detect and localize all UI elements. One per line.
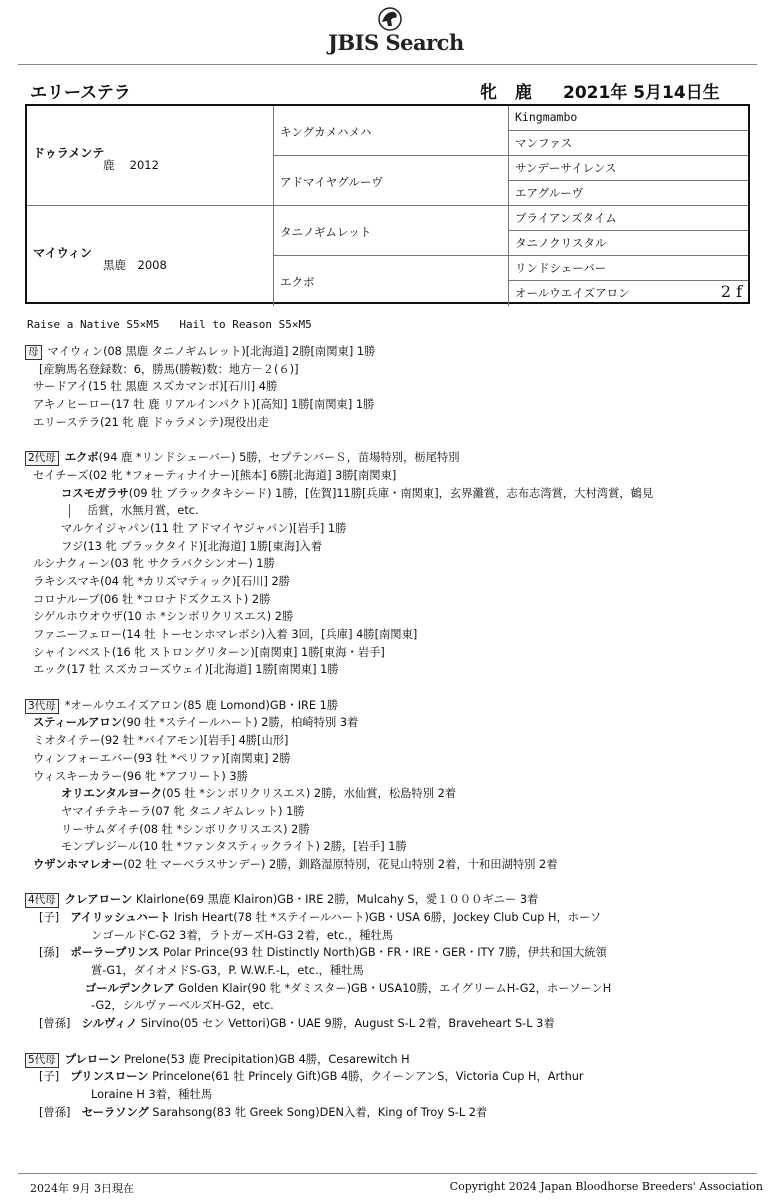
pedigree-g3-cell-last: [509, 281, 748, 306]
footer-copyright: Copyright 2024 Japan Bloodhorse Breeders' Association: [449, 1180, 763, 1193]
family-text: コロナループ(06 牡 *コロナドズクエスト) 2勝: [33, 592, 271, 606]
horse-link[interactable]: クレアローン: [64, 893, 133, 907]
family-text: [孫]: [39, 946, 71, 960]
spacer: [25, 679, 755, 697]
family-text: ヤマイチテキーラ(07 牝 タニノギムレット) 1勝: [61, 804, 305, 818]
family-line: [25, 714, 755, 732]
family-line: [25, 1104, 755, 1122]
family-text: Jockey Club Cup H，ホーソ: [453, 911, 602, 924]
horse-link[interactable]: ポーラープリンス: [70, 946, 160, 960]
pedigree-g3-name[interactable]: オールウエイズアロン: [515, 286, 630, 300]
family-line: [25, 962, 755, 980]
pedigree-g3-cell[interactable]: サンデーサイレンス: [509, 156, 748, 181]
family-line: [25, 768, 755, 786]
family-text: Irish Heart(78 牡 *ステイールハート)GB・USA 6勝，: [170, 911, 454, 924]
generation-tag: 3代母: [25, 699, 59, 714]
family-line: [25, 502, 755, 520]
family-text: Prelone(53 鹿 Precipitation)GB 4勝，Cesarewitch H: [120, 1052, 410, 1066]
pedigree-table: [25, 104, 750, 304]
family-text: シャインベスト(16 牝 ストロングリターン)[南関東] 1勝[東海・岩手]: [33, 645, 385, 659]
top-divider: [18, 64, 757, 65]
horse-logo-icon: [376, 6, 404, 32]
family-text: [産駒馬名登録数：6，勝馬(勝鞍)数：地方－２(６)]: [39, 362, 299, 376]
horse-link[interactable]: エクボ: [64, 451, 99, 465]
family-text: ミオタイテー(92 牡 *バイアモン)[岩手] 4勝[山形]: [33, 734, 289, 748]
pedigree-g3-cell[interactable]: ブライアンズタイム: [509, 206, 748, 231]
dam-info: 黒鹿 2008: [103, 258, 167, 272]
horse-link[interactable]: ウザンホマレオー: [33, 857, 124, 871]
header: [0, 0, 775, 64]
family-text: ンゴールドC-G2 3着，ラトガーズH-G3 2着，etc.，種牡馬: [91, 928, 394, 942]
family-text: Sirvino(05 セン Vettori)GB・UAE 9勝，August S-L 2着，Braveheart S-L 3着: [137, 1017, 555, 1031]
pedigree-g2-cell[interactable]: キングカメハメハ: [274, 106, 509, 156]
family-text: ファニーフェロー(14 牡 トーセンホマレボシ)入着 3回，[兵庫] 4勝[南関東]: [33, 628, 418, 641]
family-line: [25, 980, 755, 998]
footer-date: 2024年 9月 3日現在: [30, 1182, 134, 1195]
horse-link[interactable]: プレローン: [64, 1052, 121, 1066]
family-text: フジ(13 牝 ブラックタイド)[北海道] 1勝[東海]入着: [61, 539, 322, 553]
horse-link[interactable]: セーラソング: [81, 1105, 149, 1119]
pedigree-dam[interactable]: [27, 206, 274, 306]
horse-link[interactable]: シルヴィノ: [81, 1017, 138, 1031]
family-line: [25, 803, 755, 821]
family-line: [25, 608, 755, 626]
sire-name: ドゥラメンテ: [33, 146, 105, 160]
generation-tag: 5代母: [25, 1053, 59, 1068]
horse-birthdate: 2021年 5月14日生: [563, 83, 720, 103]
family-text: ウィスキーカラー(96 牝 *アフリート) 3勝: [33, 769, 248, 783]
family-text: [子]: [39, 1070, 71, 1084]
family-text: セイチーズ(02 牝 *フォーティナイナー)[熊本] 6勝[北海道] 3勝[南関東]: [33, 468, 397, 482]
family-line: [25, 1068, 755, 1086]
family-line: [25, 909, 755, 927]
family-line: [25, 750, 755, 768]
family-line: [25, 997, 755, 1015]
family-generation-header: [25, 891, 755, 909]
horse-link[interactable]: アイリッシュハート: [70, 911, 171, 924]
horse-sex-color: 牝 鹿: [480, 83, 538, 103]
family-line: [25, 1015, 755, 1033]
family-text: エリーステラ(21 牝 鹿 ドゥラメンテ)現役出走: [33, 415, 269, 429]
family-line: [25, 520, 755, 538]
family-line: [25, 396, 755, 414]
family-text: Princelone(61 牡 Princely Gift)GB 4勝，クイーンアンS，Victoria Cup H，Arthur: [148, 1070, 584, 1084]
family-line: [25, 944, 755, 962]
family-generation-header: [25, 1051, 755, 1069]
pedigree-g2-cell[interactable]: タニノギムレット: [274, 206, 509, 256]
family-line: [25, 573, 755, 591]
family-text: (94 鹿 *リンドシェーバー) 5勝，セプテンバーＳ，苗場特別，栃尾特別: [98, 451, 460, 465]
female-family-list: [25, 343, 755, 1121]
family-text: Golden Klair(90 牝 *ダミスター)GB・USA10勝，エイグリームH-G2，ホーソーンH: [174, 981, 612, 995]
family-text: ルシナクィーン(03 牝 サクラバクシンオー) 1勝: [33, 557, 275, 571]
family-text: Mulcahy S，愛１０００ギニー 3着: [356, 893, 539, 907]
family-text: Polar Prince(93 牡 Distinctly North)GB・FR・IRE・GER・ITY 7勝，伊共和国大統領: [159, 946, 607, 960]
sire-info: 鹿 2012: [103, 158, 159, 172]
pedigree-g3-cell[interactable]: タニノクリスタル: [509, 231, 748, 256]
family-text: ラキシスマキ(04 牝 *カリズマティック)[石川] 2勝: [33, 574, 290, 588]
family-text: (02 牡 マーベラスサンデー) 2勝，釧路湿原特別，花見山特別 2着，十和田湖特別 2着: [123, 857, 558, 871]
family-text: *オールウエイズアロン(85 鹿 Lomond)GB・IRE 1勝: [64, 698, 339, 712]
horse-link[interactable]: スティールアロン: [33, 716, 123, 730]
pedigree-g3-cell[interactable]: リンドシェーバー: [509, 256, 748, 281]
family-text: マルケイジャパン(11 牡 アドマイヤジャパン)[岩手] 1勝: [61, 521, 347, 535]
family-line: [25, 378, 755, 396]
family-generation-header: [25, 343, 755, 361]
horse-link[interactable]: ゴールデンクレア: [85, 981, 175, 995]
family-line: [25, 838, 755, 856]
pedigree-sire[interactable]: [27, 106, 274, 206]
family-text: Sarahsong(83 牝 Greek Song)DEN入着，King of Troy S-L 2着: [148, 1105, 488, 1119]
pedigree-g3-cell[interactable]: マンファス: [509, 131, 748, 156]
horse-link[interactable]: コスモガラサ: [61, 486, 129, 500]
family-text: サードアイ(15 牡 黒鹿 スズカマンボ)[石川] 4勝: [33, 380, 278, 394]
dam-name: マイウィン: [33, 246, 93, 260]
family-line: [25, 467, 755, 485]
generation-tag: 4代母: [25, 893, 59, 908]
family-generation-header: [25, 697, 755, 715]
family-line: [25, 644, 755, 662]
family-text: アキノヒーロー(17 牡 鹿 リアルインパクト)[高知] 1勝[南関東] 1勝: [33, 398, 375, 412]
family-text: マイウィン(08 黒鹿 タニノギムレット)[北海道] 2勝[南関東] 1勝: [47, 345, 376, 358]
duplicate-mark: 2 f: [720, 282, 742, 301]
family-line: [25, 856, 755, 874]
family-text: (90 牡 *ステイールハート) 2勝，柏崎特別 3着: [122, 716, 359, 730]
footer-divider: [18, 1173, 757, 1174]
horse-link[interactable]: プリンスローン: [70, 1070, 149, 1084]
family-text: [子]: [39, 911, 71, 924]
family-text: 賞-G1，ダイオメドS-G3，P. W.W.F.-L，etc.，種牡馬: [91, 964, 364, 978]
family-line: [25, 555, 755, 573]
spacer: [25, 874, 755, 892]
family-text: ウィンフォーエバー(93 牡 *ペリファ)[南関東] 2勝: [33, 751, 291, 765]
family-line: [25, 1086, 755, 1104]
family-line: [25, 538, 755, 556]
family-text: Loraine H 3着，種牡馬: [91, 1087, 213, 1101]
family-text: [曾孫]: [39, 1017, 82, 1031]
family-line: [25, 485, 755, 503]
family-line: [25, 785, 755, 803]
generation-tag: 母: [25, 345, 42, 360]
family-text: (09 牡 ブラックタキシード) 1勝，[佐賀]11勝[兵庫・南関東]，玄界灘賞，志布志湾賞，大村湾賞，鶴見: [128, 486, 654, 500]
pedigree-g2-cell[interactable]: アドマイヤグルーヴ: [274, 156, 509, 206]
inbreeding-info: Raise a Native S5×M5 Hail to Reason S5×M5: [27, 318, 312, 331]
family-line: [25, 661, 755, 679]
pedigree-g3-cell[interactable]: Kingmambo: [509, 106, 748, 131]
horse-name: エリーステラ: [30, 83, 131, 103]
family-text: エック(17 牡 スズカコーズウェイ)[北海道] 1勝[南関東] 1勝: [33, 663, 339, 677]
family-line: [25, 591, 755, 609]
jbis-logo[interactable]: [328, 30, 464, 55]
family-text: (05 牡 *シンボリクリスエス) 2勝，水仙賞，松島特別 2着: [162, 787, 457, 801]
spacer: [25, 431, 755, 449]
family-text: モンプレジール(10 牡 *ファンタスティックライト) 2勝，[岩手] 1勝: [61, 840, 407, 854]
family-line: [25, 361, 755, 379]
family-line: [25, 414, 755, 432]
logo-text: JBIS Search: [328, 30, 464, 55]
family-generation-header: [25, 449, 755, 467]
family-line: [25, 927, 755, 945]
pedigree-g2-cell[interactable]: エクボ: [274, 256, 509, 306]
horse-title-row: [30, 78, 760, 102]
family-line: [25, 821, 755, 839]
family-text: -G2，シルヴァーベルズH-G2，etc.: [91, 999, 274, 1013]
family-line: [25, 626, 755, 644]
family-text: Klairlone(69 黒鹿 Klairon)GB・IRE 2勝，: [132, 893, 357, 907]
generation-tag: 2代母: [25, 451, 59, 466]
family-text: リーサムダイチ(08 牡 *シンボリクリスエス) 2勝: [61, 822, 310, 836]
family-text: 岳賞，水無月賞，etc.: [87, 504, 199, 518]
pedigree-g3-cell[interactable]: エアグルーヴ: [509, 181, 748, 206]
family-line: [25, 732, 755, 750]
tree-bar: [69, 504, 70, 518]
horse-link[interactable]: オリエンタルヨーク: [61, 787, 162, 801]
family-text: シゲルホウオウザ(10 ホ *シンボリクリスエス) 2勝: [33, 610, 294, 624]
spacer: [25, 1033, 755, 1051]
family-text: [曾孫]: [39, 1105, 82, 1119]
